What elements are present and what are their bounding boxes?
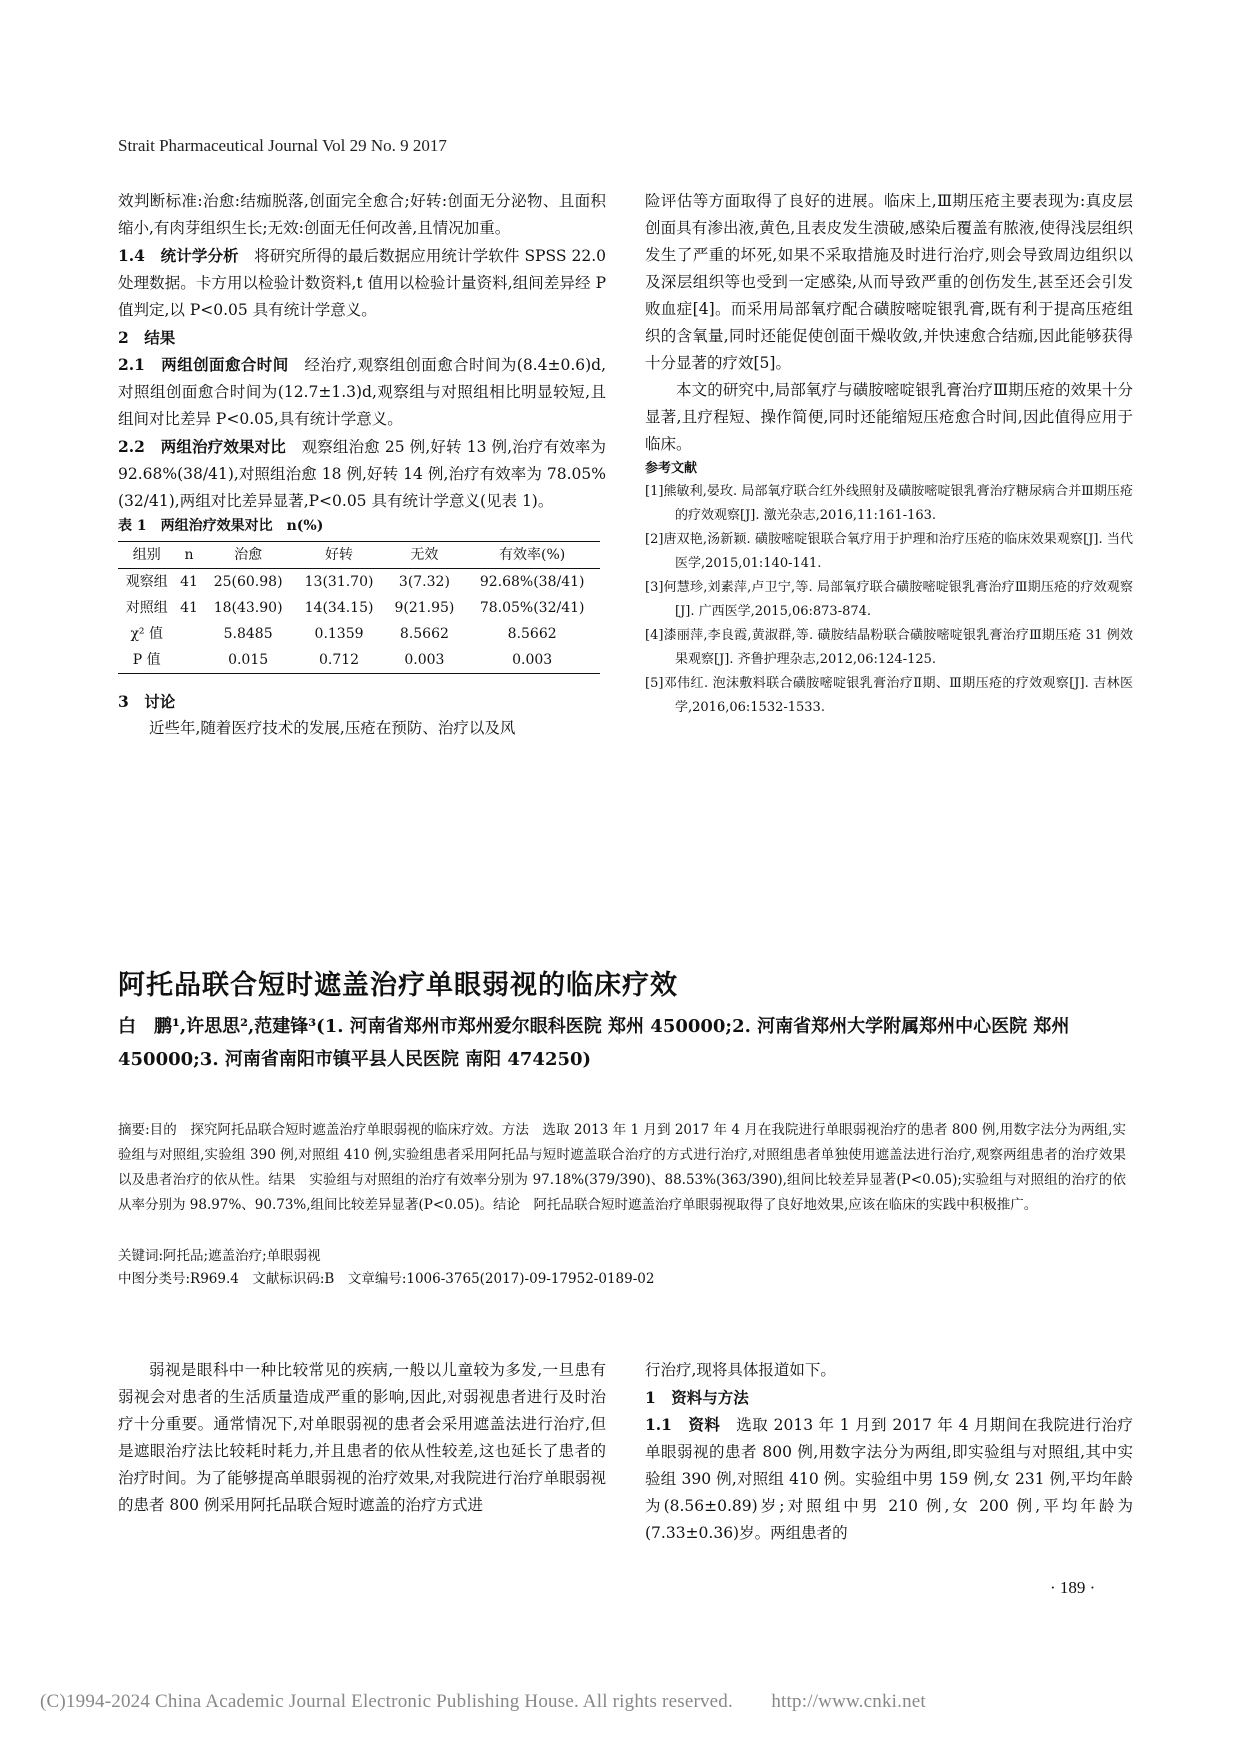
table-cell	[175, 621, 202, 647]
journal-header: Strait Pharmaceutical Journal Vol 29 No. 9 2017	[118, 136, 447, 155]
section-2-2-label: 2.2 两组治疗效果对比	[118, 437, 286, 456]
reference-item: [2]唐双艳,汤新颖. 磺胺嘧啶银联合氧疗用于护理和治疗压疮的临床效果观察[J]. 当代医学,2015,01:140-141.	[645, 532, 1133, 571]
reference-item: [5]邓伟红. 泡沫敷料联合磺胺嘧啶银乳膏治疗Ⅱ期、Ⅲ期压疮的疗效观察[J]. 吉林医学,2016,06:1532-1533.	[645, 676, 1133, 715]
table-cell: 25(60.98)	[213, 574, 283, 590]
table-cell: 5.8485	[223, 626, 273, 642]
section-1-1-text: 选取 2013 年 1 月到 2017 年 4 月期间在我院进行治疗单眼弱视的患者 800 例,用数字法分为两组,即实验组与对照组,其中实验组 390 例,对照组 410 例。实验组中男 159 例,女 231 例,平均年龄为(8.56±0.89)岁;对照组中男 210 例,女 200 例,平均年龄为(7.33±0.36)岁。两组患者的	[645, 1416, 1133, 1542]
reference-item: [3]何慧珍,刘素萍,卢卫宁,等. 局部氧疗联合磺胺嘧啶银乳膏治疗Ⅲ期压疮的疗效观察[J]. 广西医学,2015,06:873-874.	[645, 580, 1133, 619]
table-cell: 78.05%(32/41)	[479, 600, 585, 616]
table-row	[118, 569, 600, 596]
table-cell: 8.5662	[399, 626, 449, 642]
discussion-continued: 险评估等方面取得了良好的进展。临床上,Ⅲ期压疮主要表现为:真皮层创面具有渗出液,黄色,且表皮发生溃破,感染后覆盖有脓液,使得浅层组织发生了严重的坏死,如果不采取措施及时进行治疗,则会导致周边组织以及深层组织等也受到一定感染,从而导致严重的创伤发生,甚至还会引发败血症[4]。而采用局部氧疗配合磺胺嘧啶银乳膏,既有利于提高压疮组织的含氧量,同时还能促使创面干燥收敛,并快速愈合结痂,因此能够获得十分显著的疗效[5]。	[645, 192, 1133, 372]
section-1-1-label: 1.1 资料	[645, 1415, 721, 1434]
table-row	[118, 647, 600, 674]
section-2-1-label: 2.1 两组创面愈合时间	[118, 355, 289, 374]
section-3-heading: 3 讨论	[118, 692, 176, 711]
section-2-1-text: 经治疗,观察组创面愈合时间为(8.4±0.6)d,对照组创面愈合时间为(12.7±1.3)d,观察组与对照组相比明显较短,且组间对比差异 P<0.05,具有统计学意义。	[118, 356, 606, 428]
results-table	[118, 541, 600, 674]
criteria-paragraph: 效判断标准:治愈:结痂脱落,创面完全愈合;好转:创面无分泌物、且面积缩小,有肉芽组织生长;无效:创面无任何改善,且情况加重。	[118, 192, 606, 237]
table-header-row	[118, 542, 600, 569]
table-row	[118, 621, 600, 647]
table-caption: 表 1 两组治疗效果对比 n(%)	[118, 518, 324, 534]
table-cell: 0.015	[228, 652, 269, 668]
body-right-column	[645, 1357, 1133, 1547]
discussion-paragraph: 近些年,随着医疗技术的发展,压疮在预防、治疗以及风	[149, 719, 516, 737]
table-header-cell: 无效	[410, 547, 439, 563]
table-header-cell: 有效率(%)	[499, 547, 566, 563]
table-cell: 18(43.90)	[213, 600, 283, 616]
table-cell	[175, 647, 202, 674]
copyright-footer: (C)1994-2024 China Academic Journal Electronic Publishing House. All rights reserved. http://www.cnki.net	[40, 1691, 926, 1712]
intro-continued: 行治疗,现将具体报道如下。	[645, 1361, 836, 1379]
table-header-cell: 治愈	[234, 547, 263, 563]
table-cell: 8.5662	[507, 626, 557, 642]
intro-paragraph: 弱视是眼科中一种比较常见的疾病,一般以儿童较为多发,一旦患有弱视会对患者的生活质量造成严重的影响,因此,对弱视患者进行及时治疗十分重要。通常情况下,对单眼弱视的患者会采用遮盖法进行治疗,但是遮眼治疗法比较耗时耗力,并且患者的依从性较差,这也延长了患者的治疗时间。为了能够提高单眼弱视的治疗效果,对我院进行治疗单眼弱视的患者 800 例采用阿托品联合短时遮盖的治疗方式进	[118, 1361, 606, 1514]
table-cell: 41	[180, 600, 198, 616]
section-1-4-text: 将研究所得的最后数据应用统计学软件 SPSS 22.0 处理数据。卡方用以检验计数资料,t 值用以检验计量资料,组间差异经 P 值判定,以 P<0.05 具有统计学意义。	[118, 247, 606, 319]
classification-line: 中图分类号:R969.4 文献标识码:B 文章编号:1006-3765(2017)-09-17952-0189-02	[118, 1271, 655, 1287]
table-cell: 9(21.95)	[394, 600, 455, 616]
right-column	[645, 188, 1133, 720]
table-row	[118, 595, 600, 621]
table-cell: P 值	[132, 652, 161, 668]
table-cell: 0.712	[319, 652, 360, 668]
table-cell: χ² 值	[130, 626, 163, 642]
left-column	[118, 188, 606, 742]
table-header-cell: n	[184, 547, 194, 563]
reference-item: [4]漆丽萍,李良霞,黄淑群,等. 磺胺结晶粉联合磺胺嘧啶银乳膏治疗Ⅲ期压疮 31 例效果观察[J]. 齐鲁护理杂志,2012,06:124-125.	[645, 628, 1133, 667]
section-2-1	[118, 351, 606, 433]
table-cell: 0.003	[404, 652, 445, 668]
table-header-cell: 好转	[325, 547, 354, 563]
section-2-heading: 2 结果	[118, 328, 176, 347]
article-title: 阿托品联合短时遮盖治疗单眼弱视的临床疗效	[118, 970, 678, 1001]
table-cell: 0.1359	[314, 626, 364, 642]
table-cell: 92.68%(38/41)	[479, 574, 585, 590]
table-cell: 观察组	[125, 574, 168, 590]
references-heading: 参考文献	[645, 461, 698, 476]
table-cell: 对照组	[125, 600, 168, 616]
keywords: 关键词:阿托品;遮盖治疗;单眼弱视	[118, 1248, 321, 1264]
section-2-2-text: 观察组治愈 25 例,好转 13 例,治疗有效率为 92.68%(38/41),对照组治愈 18 例,好转 14 例,治疗有效率为 78.05%(32/41),两组对比差异显著,P<0.05 具有统计学意义(见表 1)。	[118, 438, 607, 510]
table-cell: 41	[180, 574, 198, 590]
page-number: · 189 ·	[1050, 1578, 1096, 1597]
abstract: 摘要:目的 探究阿托品联合短时遮盖治疗单眼弱视的临床疗效。方法 选取 2013 年 1 月到 2017 年 4 月在我院进行单眼弱视治疗的患者 800 例,用数字法分为两组,实验组与对照组,实验组 390 例,对照组 410 例,实验组患者采用阿托品与短时遮盖联合治疗的方式进行治疗,对照组患者单独使用遮盖法进行治疗,观察两组患者的治疗效果以及患者治疗的依从性。结果 实验组与对照组的治疗有效率分别为 97.18%(379/390)、88.53%(363/390),组间比较差异显著(P<0.05);实验组与对照组的治疗的依从率分别为 98.97%、90.73%,组间比较差异显著(P<0.05)。结论 阿托品联合短时遮盖治疗单眼弱视取得了良好地效果,应该在临床的实践中积极推广。	[118, 1122, 1126, 1213]
reference-item: [1]熊敏利,晏玫. 局部氧疗联合红外线照射及磺胺嘧啶银乳膏治疗糖尿病合并Ⅲ期压疮的疗效观察[J]. 激光杂志,2016,11:161-163.	[645, 484, 1133, 523]
table-cell: 13(31.70)	[304, 574, 374, 590]
table-header-cell: 组别	[132, 547, 161, 563]
conclusion-paragraph: 本文的研究中,局部氧疗与磺胺嘧啶银乳膏治疗Ⅲ期压疮的效果十分显著,且疗程短、操作简便,同时还能缩短压疮愈合时间,因此值得应用于临床。	[645, 381, 1133, 453]
table-cell: 14(34.15)	[304, 600, 374, 616]
table-cell: 3(7.32)	[398, 574, 450, 590]
table-cell: 0.003	[512, 652, 553, 668]
section-1-4	[118, 242, 606, 324]
section-1-1	[645, 1411, 1133, 1547]
section-1-heading: 1 资料与方法	[645, 1388, 749, 1407]
section-2-2	[118, 433, 606, 515]
authors-affiliations: 白 鹏¹,许思思²,范建锋³(1. 河南省郑州市郑州爱尔眼科医院 郑州 450000;2. 河南省郑州大学附属郑州中心医院 郑州 450000;3. 河南省南阳市镇平县人民医院 南阳 474250)	[118, 1016, 1070, 1070]
body-left-column	[118, 1357, 606, 1519]
section-1-4-label: 1.4 统计学分析	[118, 246, 239, 265]
